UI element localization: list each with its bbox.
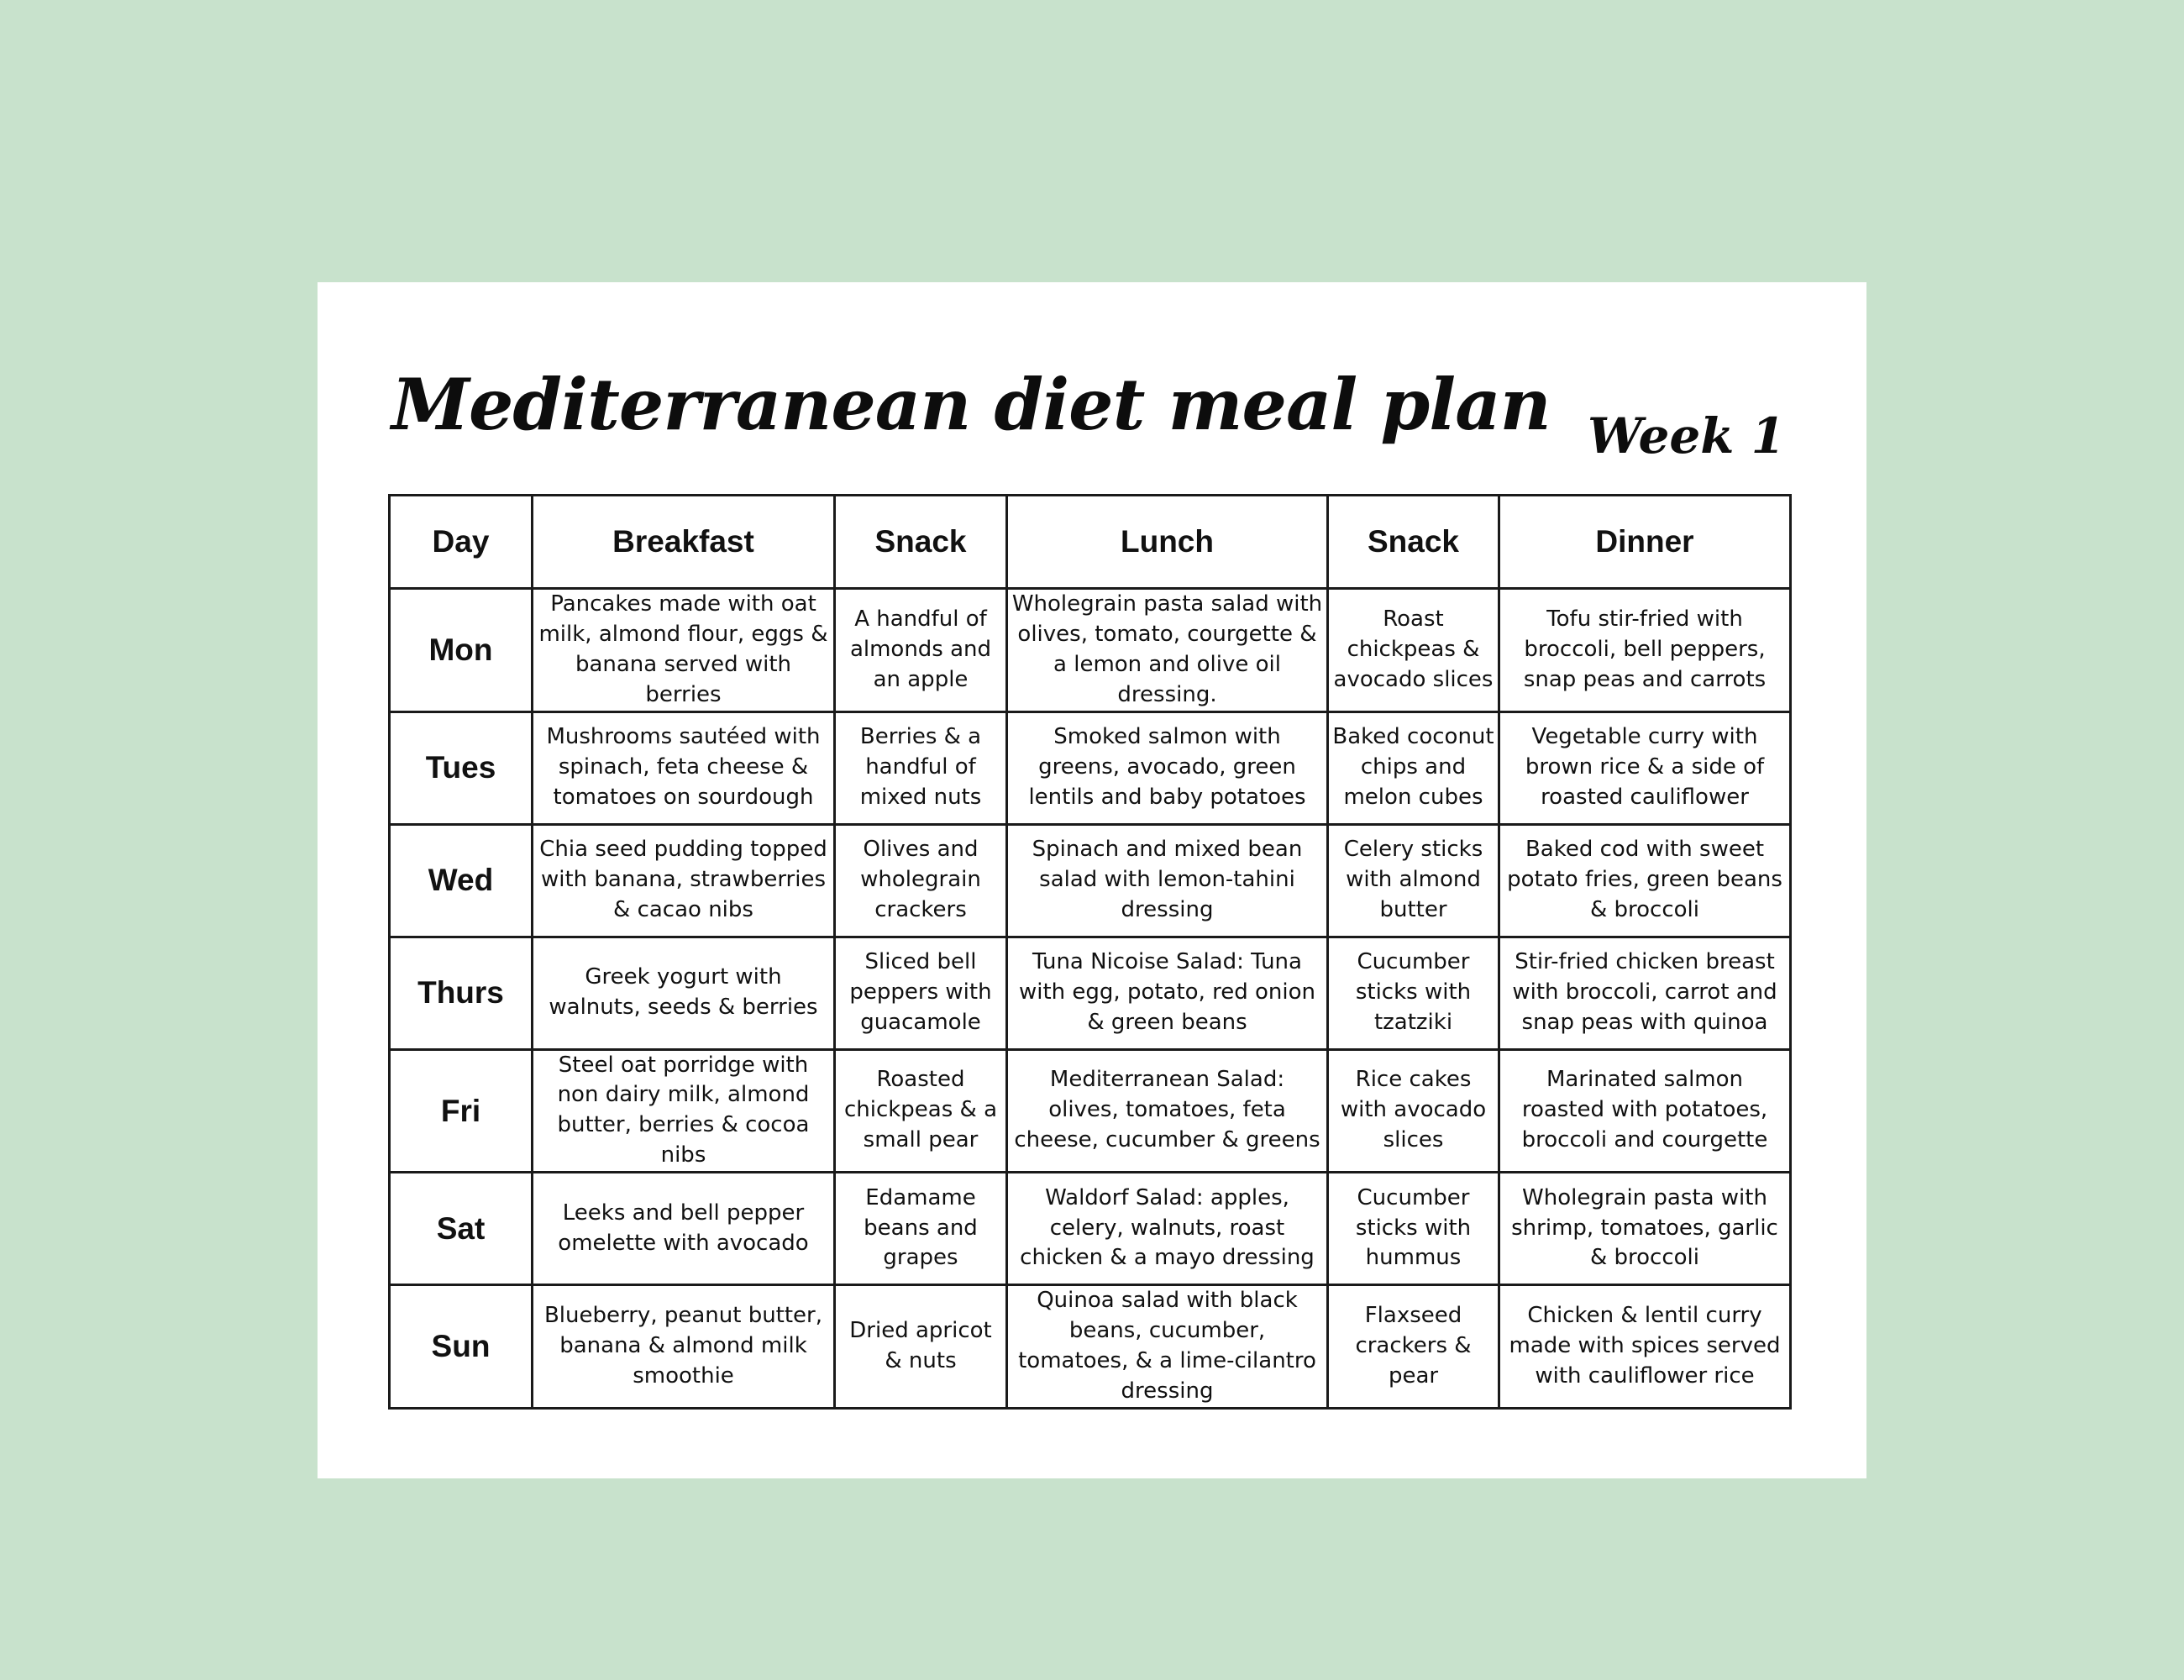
week-label: Week 1: [1588, 407, 1785, 465]
lunch-cell: Smoked salmon with greens, avocado, green lentils and baby potatoes: [1007, 711, 1328, 824]
day-cell: Mon: [390, 589, 533, 712]
lunch-cell: Quinoa salad with black beans, cucumber, tomatoes, & a lime-cilantro dressing: [1007, 1285, 1328, 1409]
snack-1-cell: Edamame beans and grapes: [835, 1173, 1007, 1285]
day-cell: Thurs: [390, 937, 533, 1049]
dinner-cell: Baked cod with sweet potato fries, green beans & broccoli: [1499, 824, 1791, 937]
snack-1-cell: Sliced bell peppers with guacamole: [835, 937, 1007, 1049]
table-row: [390, 937, 1791, 1049]
lunch-cell: Mediterranean Salad: olives, tomatoes, feta cheese, cucumber & greens: [1007, 1049, 1328, 1173]
snack-2-cell: Cucumber sticks with tzatziki: [1328, 937, 1499, 1049]
header-breakfast: Breakfast: [533, 496, 835, 589]
header-snack-2: Snack: [1328, 496, 1499, 589]
dinner-cell: Tofu stir-fried with broccoli, bell peppers, snap peas and carrots: [1499, 589, 1791, 712]
lunch-cell: Spinach and mixed bean salad with lemon-tahini dressing: [1007, 824, 1328, 937]
snack-1-cell: Dried apricot & nuts: [835, 1285, 1007, 1409]
dinner-cell: Vegetable curry with brown rice & a side of roasted cauliflower: [1499, 711, 1791, 824]
table-row: [390, 1285, 1791, 1409]
page-title: Mediterranean diet meal plan: [391, 363, 1551, 446]
lunch-cell: Waldorf Salad: apples, celery, walnuts, roast chicken & a mayo dressing: [1007, 1173, 1328, 1285]
day-cell: Wed: [390, 824, 533, 937]
day-cell: Sun: [390, 1285, 533, 1409]
lunch-cell: Tuna Nicoise Salad: Tuna with egg, potato, red onion & green beans: [1007, 937, 1328, 1049]
header-row: [390, 496, 1791, 589]
snack-2-cell: Cucumber sticks with hummus: [1328, 1173, 1499, 1285]
breakfast-cell: Pancakes made with oat milk, almond flour, eggs & banana served with berries: [533, 589, 835, 712]
breakfast-cell: Chia seed pudding topped with banana, strawberries & cacao nibs: [533, 824, 835, 937]
snack-1-cell: A handful of almonds and an apple: [835, 589, 1007, 712]
breakfast-cell: Blueberry, peanut butter, banana & almond milk smoothie: [533, 1285, 835, 1409]
header-snack-1: Snack: [835, 496, 1007, 589]
table-row: [390, 1173, 1791, 1285]
snack-1-cell: Olives and wholegrain crackers: [835, 824, 1007, 937]
snack-2-cell: Rice cakes with avocado slices: [1328, 1049, 1499, 1173]
breakfast-cell: Leeks and bell pepper omelette with avocado: [533, 1173, 835, 1285]
header-day: Day: [390, 496, 533, 589]
header-dinner: Dinner: [1499, 496, 1791, 589]
day-cell: Sat: [390, 1173, 533, 1285]
table-row: [390, 1049, 1791, 1173]
breakfast-cell: Steel oat porridge with non dairy milk, almond butter, berries & cocoa nibs: [533, 1049, 835, 1173]
breakfast-cell: Mushrooms sautéed with spinach, feta cheese & tomatoes on sourdough: [533, 711, 835, 824]
snack-2-cell: Celery sticks with almond butter: [1328, 824, 1499, 937]
table-row: [390, 711, 1791, 824]
table-row: [390, 589, 1791, 712]
day-cell: Fri: [390, 1049, 533, 1173]
table-row: [390, 824, 1791, 937]
snack-2-cell: Baked coconut chips and melon cubes: [1328, 711, 1499, 824]
meal-plan-table: [388, 494, 1792, 1410]
snack-1-cell: Roasted chickpeas & a small pear: [835, 1049, 1007, 1173]
day-cell: Tues: [390, 711, 533, 824]
dinner-cell: Wholegrain pasta with shrimp, tomatoes, garlic & broccoli: [1499, 1173, 1791, 1285]
header-lunch: Lunch: [1007, 496, 1328, 589]
lunch-cell: Wholegrain pasta salad with olives, tomato, courgette & a lemon and olive oil dressing.: [1007, 589, 1328, 712]
snack-2-cell: Roast chickpeas & avocado slices: [1328, 589, 1499, 712]
dinner-cell: Stir-fried chicken breast with broccoli, carrot and snap peas with quinoa: [1499, 937, 1791, 1049]
meal-plan-card: [318, 282, 1866, 1478]
dinner-cell: Chicken & lentil curry made with spices served with cauliflower rice: [1499, 1285, 1791, 1409]
dinner-cell: Marinated salmon roasted with potatoes, broccoli and courgette: [1499, 1049, 1791, 1173]
breakfast-cell: Greek yogurt with walnuts, seeds & berries: [533, 937, 835, 1049]
snack-2-cell: Flaxseed crackers & pear: [1328, 1285, 1499, 1409]
snack-1-cell: Berries & a handful of mixed nuts: [835, 711, 1007, 824]
